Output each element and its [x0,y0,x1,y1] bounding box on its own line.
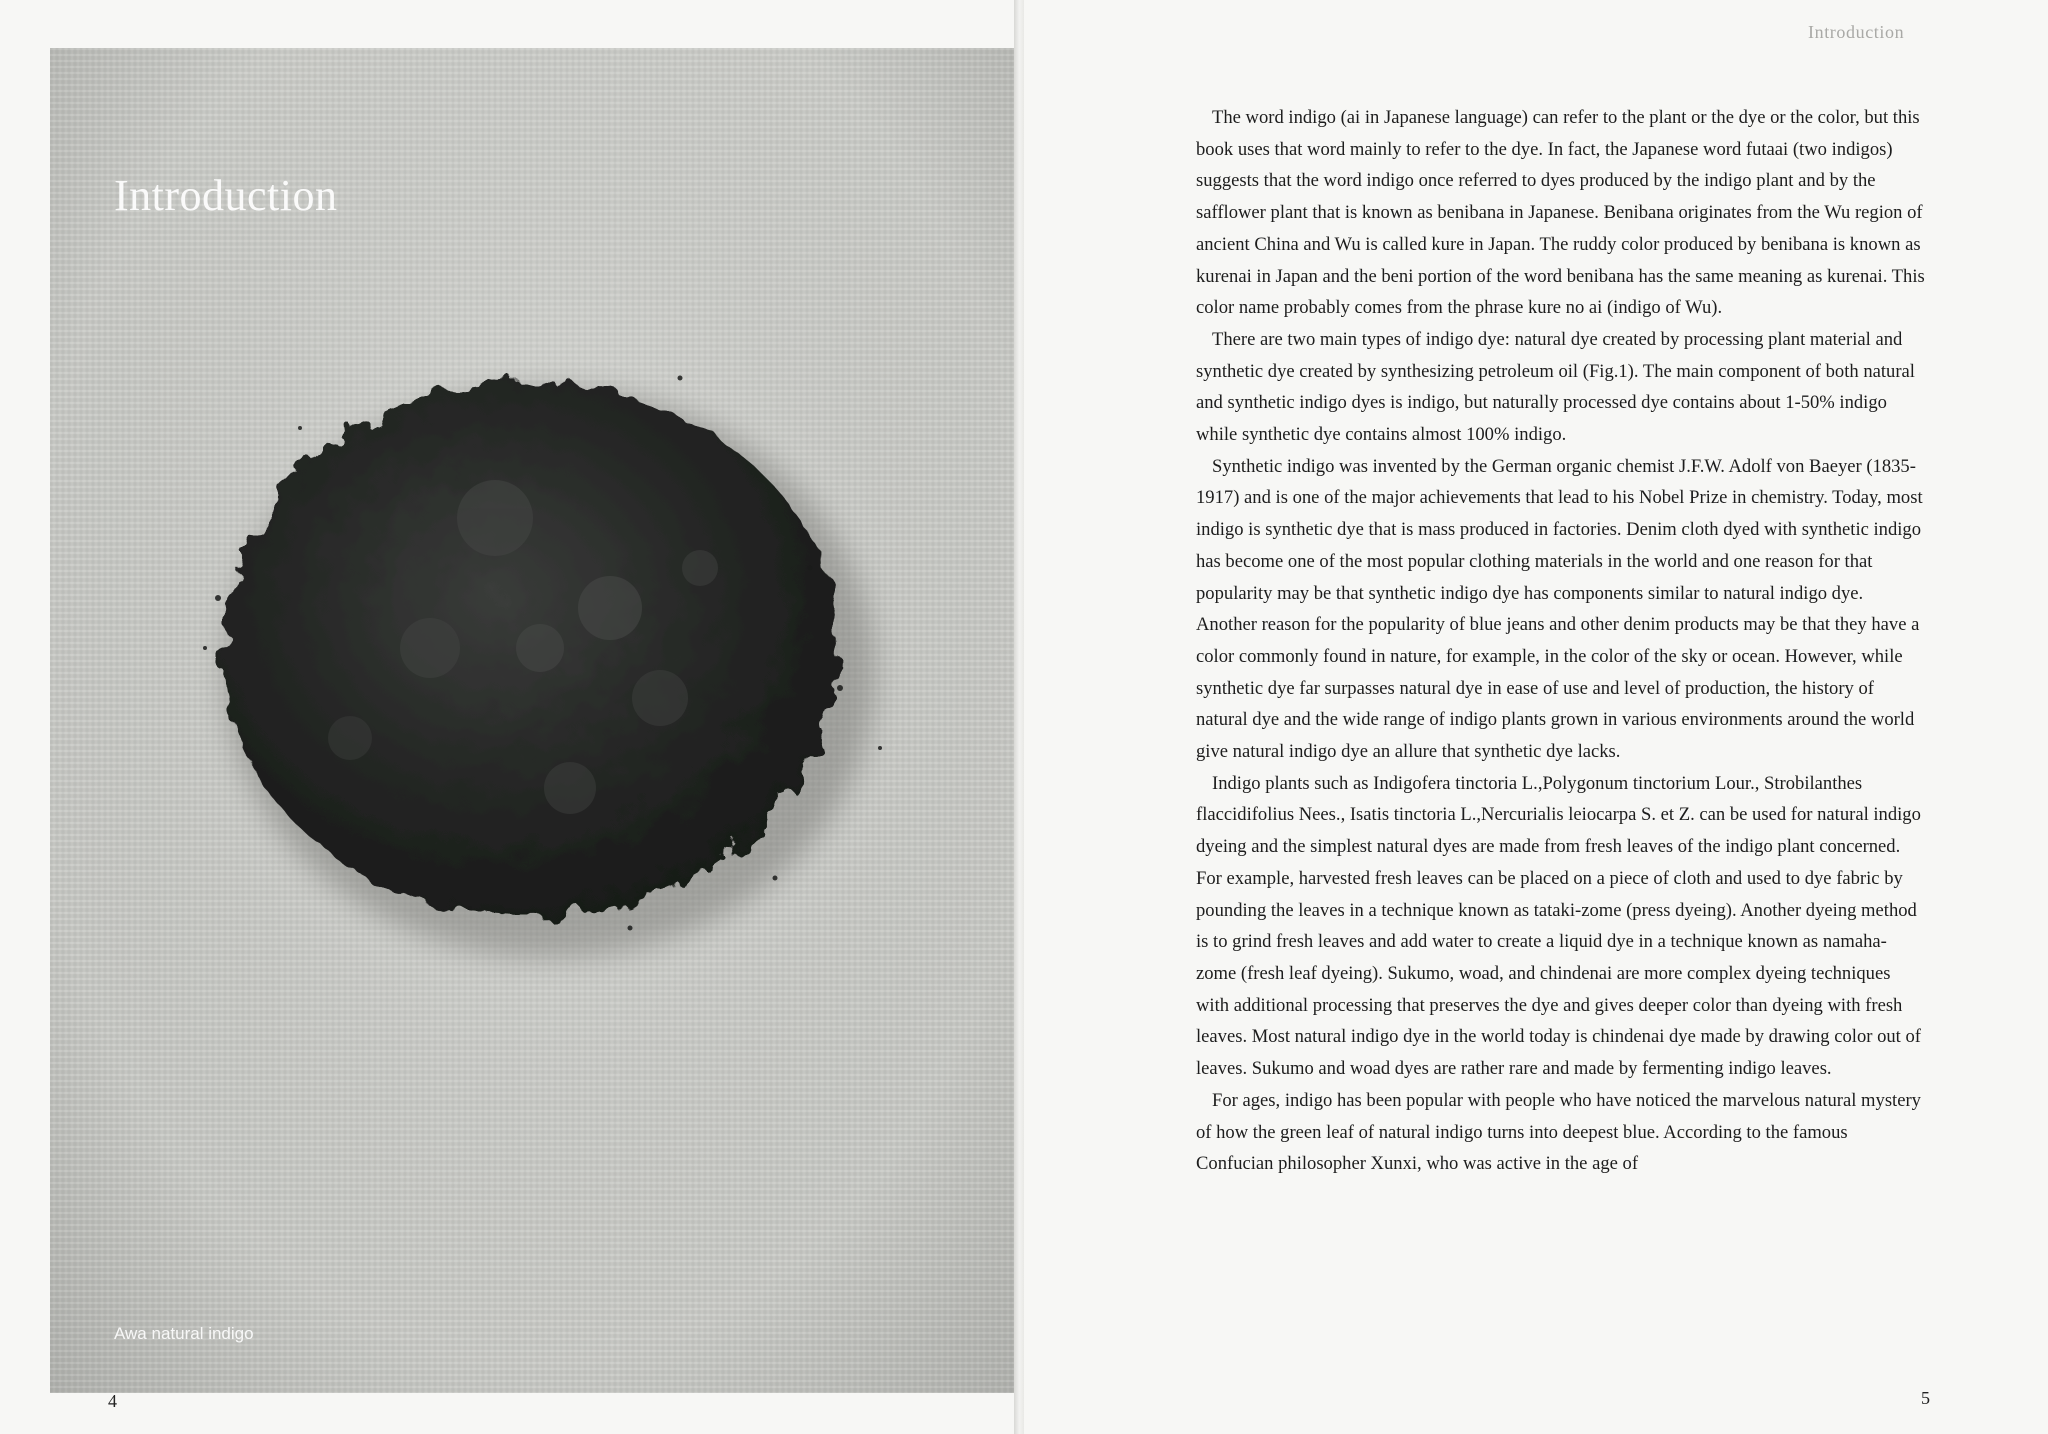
photo-caption: Awa natural indigo [114,1324,254,1343]
body-text [1196,102,1926,1180]
page-number-right: 5 [1921,1388,1930,1408]
photo-title: Introduction [114,171,338,220]
indigo-pile-image [50,48,1020,1393]
paragraph: There are two main types of indigo dye: natural dye created by processing plant material and synthetic dye created by synthesizing petroleum oil (Fig.1). The main component of both natural and synthetic indigo dyes is indigo, but naturally processed dye contains about 1-50% indigo while synthetic dye contains almost 100% indigo. [1196,328,1915,446]
paragraph: Synthetic indigo was invented by the German organic chemist J.F.W. Adolf von Baeyer (1835-1917) and is one of the major achievements that lead to his Nobel Prize in chemistry. Today, most indigo is synthetic dye that is mass produced in factories. Denim cloth dyed with synthetic indigo has become one of the most popular clothing materials in the world and one reason for that popularity may be that synthetic indigo dye has components similar to natural indigo dye. Another reason for the popularity of blue jeans and other denim products may be that they have a color commonly found in nature, for example, in the color of the sky or ocean. However, while synthetic dye far surpasses natural dye in ease of use and level of production, the history of natural dye and the wide range of indigo plants grown in various environments around the world give natural indigo dye an allure that synthetic dye lacks. [1196,455,1923,763]
indigo-photo [50,48,1020,1393]
left-page [0,0,1018,1434]
paragraph: Indigo plants such as Indigofera tinctoria L.,Polygonum tinctorium Lour., Strobilanthes flaccidifolius Nees., Isatis tinctoria L.,Nercurialis leiocarpa S. et Z. can be used for natural indigo dyeing and the simplest natural dyes are made from fresh leaves of the indigo plant concerned. For example, harvested fresh leaves can be placed on a piece of cloth and used to dye fabric by pounding the leaves in a technique known as tataki-zome (press dyeing). Another dyeing method is to grind fresh leaves and add water to create a liquid dye in a technique known as namaha-zome (fresh leaf dyeing). Sukumo, woad, and chindenai are more complex dyeing techniques with additional processing that preserves the dye and gives deeper color than dyeing with fresh leaves. Most natural indigo dye in the world today is chindenai dye made by drawing color out of leaves. Sukumo and woad dyes are rather rare and made by fermenting indigo leaves. [1196,772,1921,1080]
paragraph: The word indigo (ai in Japanese language) can refer to the plant or the dye or the color, but this book uses that word mainly to refer to the dye. In fact, the Japanese word futaai (two indigos) suggests that the word indigo once referred to dyes produced by the indigo plant and by the safflower plant that is known as benibana in Japanese. Benibana originates from the Wu region of ancient China and Wu is called kure in Japan. The ruddy color produced by benibana is known as kurenai in Japan and the beni portion of the word benibana has the same meaning as kurenai. This color name probably comes from the phrase kure no ai (indigo of Wu). [1196,107,1925,319]
page-number-left: 4 [108,1391,117,1411]
running-head: Introduction [1808,22,1905,42]
paragraph: For ages, indigo has been popular with people who have noticed the marvelous natural mystery of how the green leaf of natural indigo turns into deepest blue. According to the famous Confucian philosopher Xunxi, who was active in the age of [1196,1089,1921,1175]
